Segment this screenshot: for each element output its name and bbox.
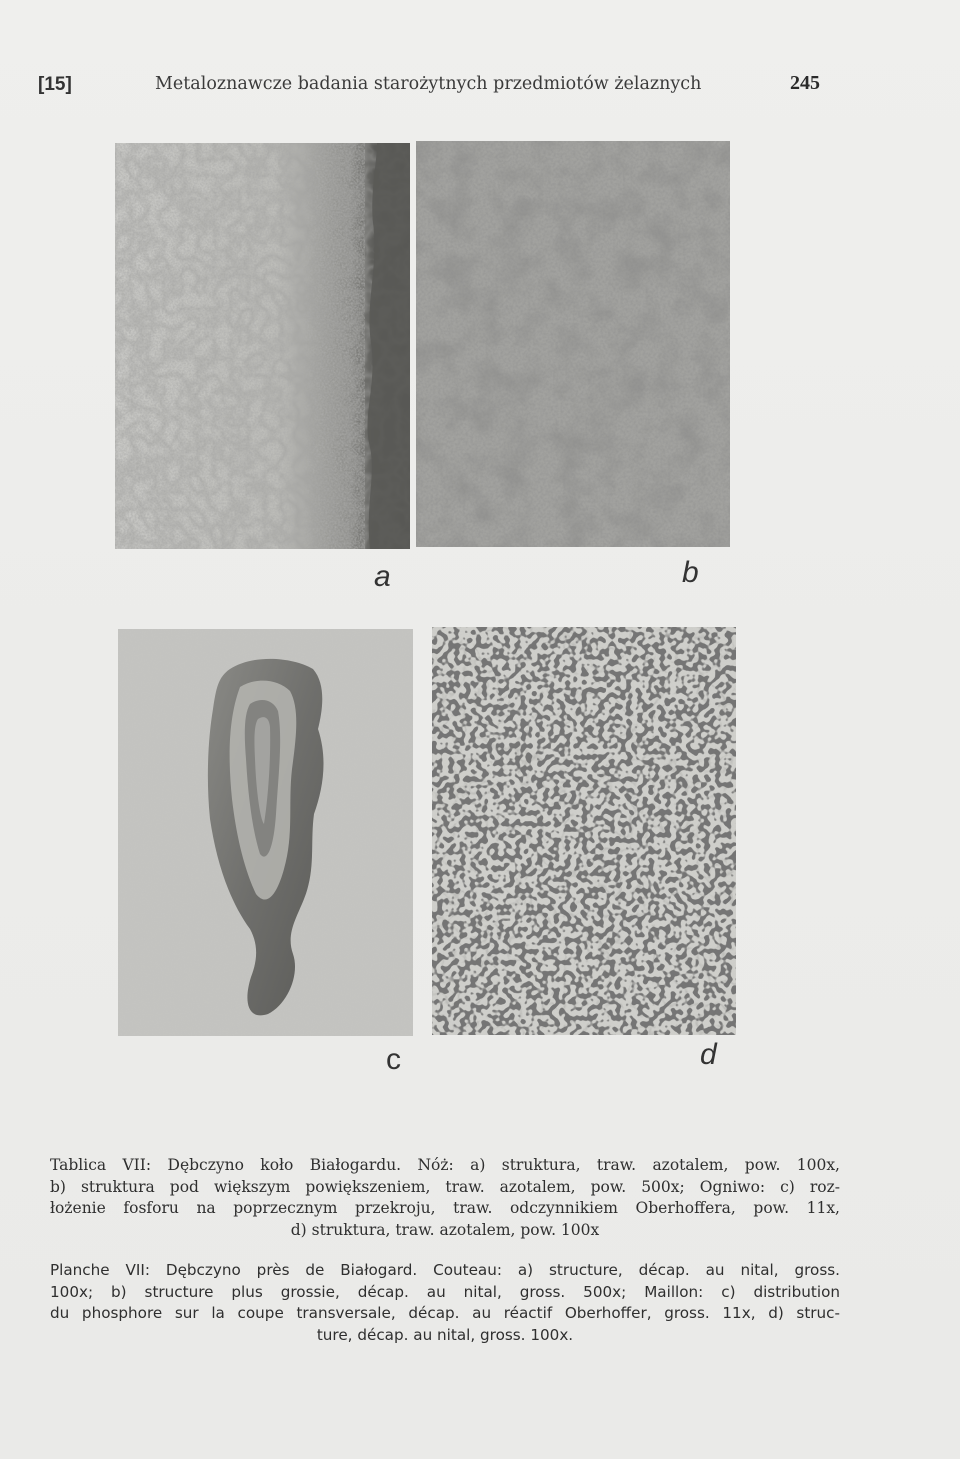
caption-fr-line-1: Planche VII: Dębczyno près de Białogard. Couteau: a) structure, décap. au nital, gross. — [50, 1261, 840, 1279]
micrograph-b — [416, 141, 730, 547]
micrograph-a-image — [115, 143, 410, 549]
caption-pl-line-4: d) struktura, traw. azotalem, pow. 100x — [290, 1220, 600, 1239]
caption-pl-line-1: Tablica VII: Dębczyno koło Białogardu. Nóż: a) struktura, traw. azotalem, pow. 100x, — [50, 1156, 840, 1174]
label-a: a — [374, 560, 391, 593]
caption-pl-line-2: b) struktura pod większym powiększeniem, traw. azotalem, pow. 500x; Ogniwo: c) roz- — [50, 1177, 840, 1196]
caption-pl-line-3: łożenie fosforu na poprzecznym przekroju, traw. odczynnikiem Oberhoffera, pow. 11x, — [50, 1199, 840, 1217]
caption-fr-line-2: 100x; b) structure plus grossie, décap. au nital, gross. 500x; Maillon: c) distribution — [50, 1282, 840, 1301]
label-b: b — [682, 556, 699, 589]
caption-fr-line-4: ture, décap. au nital, gross. 100x. — [316, 1325, 574, 1344]
micrograph-a — [115, 143, 410, 549]
page-id: [15] — [38, 74, 72, 95]
page-number: 245 — [790, 72, 820, 94]
micrograph-d-image — [432, 627, 736, 1035]
running-title: Metaloznawcze badania starożytnych przedmiotów żelaznych — [155, 74, 702, 94]
micrograph-b-image — [416, 141, 730, 547]
page-header — [38, 70, 820, 106]
caption-fr-line-3: du phosphore sur la coupe transversale, décap. au réactif Oberhoffer, gross. 11x, d) struc- — [50, 1304, 840, 1322]
label-d: d — [700, 1038, 717, 1071]
cross-section-c — [118, 629, 413, 1036]
cross-section-c-image — [118, 629, 413, 1036]
label-c: c — [386, 1043, 401, 1076]
caption-french — [50, 1260, 840, 1346]
caption-polish — [50, 1155, 840, 1241]
micrograph-d — [432, 627, 736, 1035]
